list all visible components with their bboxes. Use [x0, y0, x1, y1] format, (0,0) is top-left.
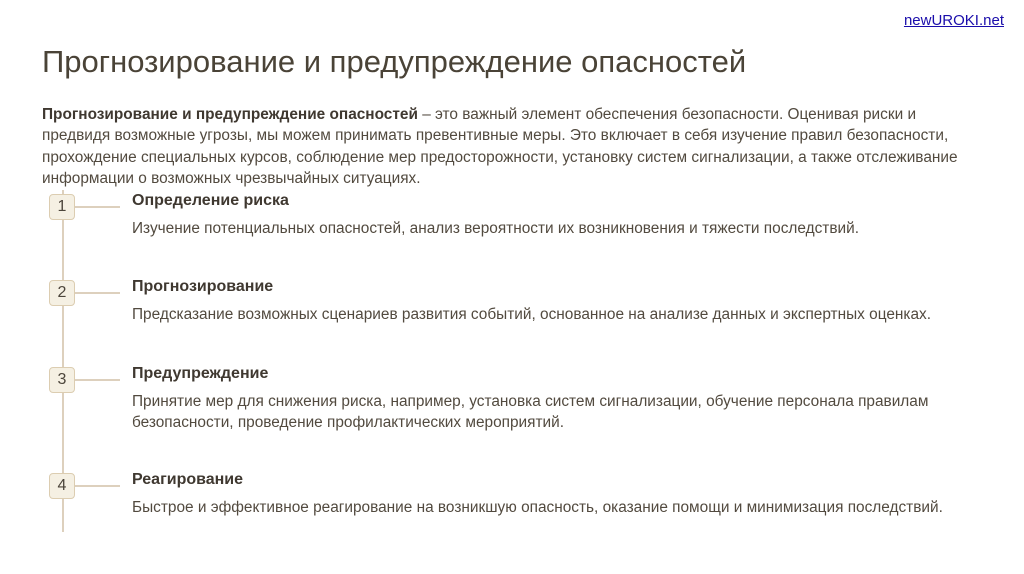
step-connector [75, 206, 120, 208]
step-number-badge: 4 [49, 473, 75, 499]
step-number-badge: 3 [49, 367, 75, 393]
site-link[interactable]: newUROKI.net [903, 12, 1004, 29]
intro-text: – это важный элемент обеспечения безопасности. Оценивая риски и предвидя возможные угрозы, мы можем принимать превентивные меры. Это включает в себя изучение правил безопасности, прохождение специальных курсов, соблюдение мер предосторожности, установку систем сигнализации, а также отслеживание информации о возможных чрезвычайных ситуациях. [42, 106, 958, 187]
intro-bold-term: Прогнозирование и предупреждение опасностей [42, 106, 418, 123]
step-title: Определение риска [132, 192, 289, 209]
page-title: Прогнозирование и предупреждение опасностей [42, 44, 747, 79]
step-description: Принятие мер для снижения риска, например, установка систем сигнализации, обучение персонала правилам безопасности, проведение профилактических мероприятий. [132, 393, 929, 431]
step-title: Реагирование [132, 471, 244, 488]
step-title: Прогнозирование [132, 278, 274, 295]
step-connector [75, 292, 120, 294]
step-connector [75, 379, 120, 381]
step-title: Предупреждение [132, 365, 269, 382]
step-connector [75, 485, 120, 487]
step-description: Предсказание возможных сценариев развития событий, основанное на анализе данных и экспертных оценках. [132, 306, 932, 323]
step-number-badge: 1 [49, 194, 75, 220]
intro-paragraph [42, 104, 972, 189]
step-description: Изучение потенциальных опасностей, анализ вероятности их возникновения и тяжести последствий. [132, 220, 859, 237]
step-description: Быстрое и эффективное реагирование на возникшую опасность, оказание помощи и минимизация последствий. [132, 499, 943, 516]
step-number-badge: 2 [49, 280, 75, 306]
